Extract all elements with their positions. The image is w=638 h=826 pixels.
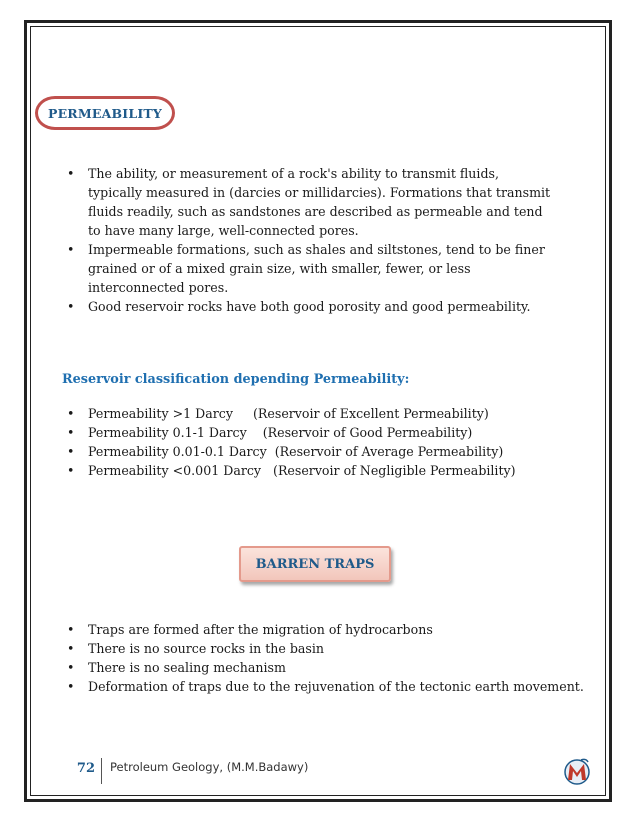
classification-heading: Reservoir classification depending Permeability:	[62, 372, 410, 387]
list-item: • The ability, or measurement of a rock's ability to transmit fluids, typically measured in (darcies or millidarcies). Formations that transmit fluids readily, such as sandstones are described as permeable and tend to have many large, well-connected pores.	[67, 166, 551, 238]
perm-range: Permeability 0.01-0.1 Darcy	[88, 444, 267, 459]
perm-range: Permeability 0.1-1 Darcy	[88, 425, 247, 440]
perm-desc: (Reservoir of Excellent Permeability)	[253, 406, 489, 421]
bullet-icon: •	[67, 299, 75, 314]
m-logo-icon	[562, 756, 592, 786]
perm-range: Permeability >1 Darcy	[88, 406, 233, 421]
footer-text: Petroleum Geology, (M.M.Badawy)	[110, 760, 309, 774]
perm-desc: (Reservoir of Good Permeability)	[262, 425, 473, 440]
classification-list	[64, 404, 564, 480]
bullet-icon: •	[67, 660, 75, 675]
list-item	[64, 442, 564, 461]
list-item: • Good reservoir rocks have both good porosity and good permeability.	[67, 299, 531, 314]
bullet-icon: •	[67, 463, 75, 478]
bullet-icon: •	[67, 406, 75, 421]
perm-desc: (Reservoir of Negligible Permeability)	[273, 463, 516, 478]
list-item: • Traps are formed after the migration of hydrocarbons	[67, 622, 433, 637]
list-item: • There is no source rocks in the basin	[67, 641, 325, 656]
bullet-icon: •	[67, 641, 75, 656]
list-item	[64, 404, 564, 423]
bullet-icon: •	[67, 679, 75, 694]
page-number: 72	[60, 758, 102, 784]
barren-traps-list	[64, 620, 584, 696]
bullet-icon: •	[67, 425, 75, 440]
list-item	[64, 461, 564, 480]
bullet-icon: •	[67, 166, 75, 181]
list-item: • Deformation of traps due to the rejuvenation of the tectonic earth movement.	[67, 679, 584, 694]
permeability-heading	[35, 96, 175, 130]
list-item: • There is no sealing mechanism	[67, 660, 286, 675]
barren-traps-text: BARREN TRAPS	[255, 556, 375, 572]
bullet-icon: •	[67, 622, 75, 637]
perm-desc: (Reservoir of Average Permeability)	[274, 444, 504, 459]
list-item: • Impermeable formations, such as shales and siltstones, tend to be finer grained or of a mixed grain size, with smaller, fewer, or less interconnected pores.	[67, 242, 545, 295]
bullet-icon: •	[67, 444, 75, 459]
permeability-list	[64, 164, 554, 316]
list-item	[64, 423, 564, 442]
permeability-heading-text: PERMEABILITY	[47, 105, 163, 121]
barren-traps-label	[239, 546, 391, 582]
perm-range: Permeability <0.001 Darcy	[88, 463, 262, 478]
bullet-icon: •	[67, 242, 75, 257]
